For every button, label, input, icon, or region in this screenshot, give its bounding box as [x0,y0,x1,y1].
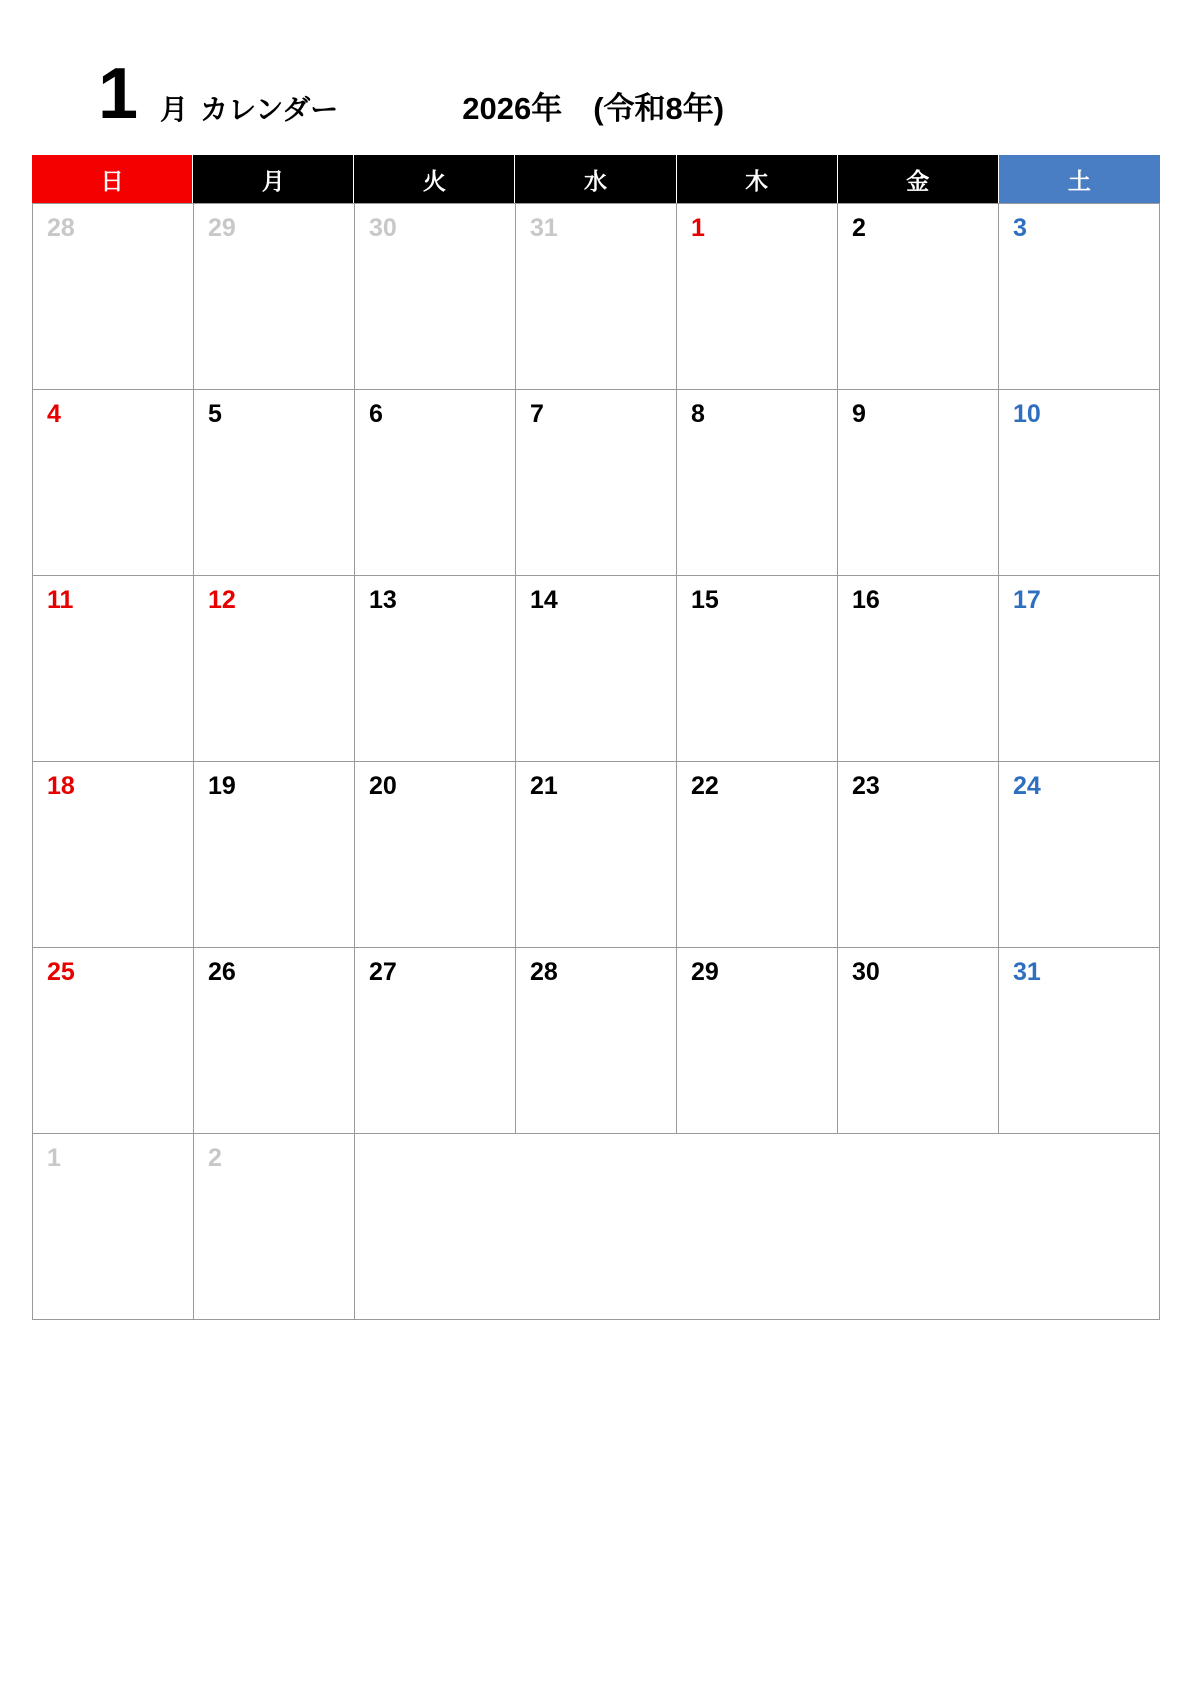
day-number: 7 [530,400,544,428]
day-cell[interactable] [999,390,1160,576]
day-number: 15 [691,586,719,614]
day-number: 12 [208,586,236,614]
day-number: 18 [47,772,75,800]
day-cell[interactable] [838,948,999,1134]
day-number: 27 [369,958,397,986]
weekday-header-0: 日 [32,155,193,203]
weekday-header-1: 月 [193,155,354,203]
day-cell[interactable] [194,390,355,576]
day-cell[interactable] [516,576,677,762]
day-cell[interactable] [355,390,516,576]
day-cell[interactable] [33,948,194,1134]
day-cell[interactable] [999,204,1160,390]
calendar-word-label: カレンダー [200,94,339,125]
day-number: 9 [852,400,866,428]
weekday-header-3: 水 [515,155,676,203]
day-number: 23 [852,772,880,800]
calendar-body [32,203,1160,1320]
day-number: 26 [208,958,236,986]
day-number: 20 [369,772,397,800]
day-number: 4 [47,400,61,428]
year-era-label: 2026年 (令和8年) [462,91,725,126]
day-number: 3 [1013,214,1027,242]
weekday-header-2: 火 [354,155,515,203]
day-cell[interactable] [677,948,838,1134]
day-cell[interactable] [999,948,1160,1134]
day-cell[interactable] [355,204,516,390]
day-number: 8 [691,400,705,428]
month-number: 1 [98,54,137,134]
day-cell[interactable] [194,204,355,390]
day-number: 11 [47,586,74,614]
day-cell[interactable] [33,390,194,576]
day-cell[interactable] [677,390,838,576]
day-number: 5 [208,400,222,428]
day-number: 2 [208,1144,222,1172]
day-cell-blank [355,1134,1160,1320]
month-suffix-label: 月 [160,94,189,125]
day-cell[interactable] [677,576,838,762]
day-number: 31 [530,214,558,242]
weekday-header-4: 木 [677,155,838,203]
day-cell[interactable] [355,576,516,762]
day-cell[interactable] [516,204,677,390]
day-cell[interactable] [516,948,677,1134]
day-number: 17 [1013,586,1041,614]
day-number: 1 [47,1144,61,1172]
day-cell[interactable] [355,762,516,948]
day-cell[interactable] [838,390,999,576]
day-number: 1 [691,214,705,242]
day-cell[interactable] [33,204,194,390]
day-cell[interactable] [355,948,516,1134]
day-cell[interactable] [33,762,194,948]
calendar-table [32,155,1160,1320]
day-number: 19 [208,772,236,800]
day-number: 30 [369,214,397,242]
day-number: 30 [852,958,880,986]
day-cell[interactable] [999,576,1160,762]
day-cell[interactable] [516,390,677,576]
day-cell[interactable] [194,762,355,948]
day-cell[interactable] [677,204,838,390]
day-cell[interactable] [677,762,838,948]
day-number: 29 [691,958,719,986]
calendar-header [0,52,1191,134]
day-number: 10 [1013,400,1041,428]
day-number: 28 [530,958,558,986]
day-cell[interactable] [838,576,999,762]
day-number: 31 [1013,958,1041,986]
day-number: 6 [369,400,383,428]
day-number: 16 [852,586,880,614]
weekday-header-5: 金 [838,155,999,203]
day-number: 24 [1013,772,1041,800]
weekday-header-6: 土 [999,155,1160,203]
day-cell[interactable] [194,1134,355,1320]
day-cell[interactable] [194,576,355,762]
day-number: 14 [530,586,558,614]
day-number: 29 [208,214,236,242]
weekday-header-row [32,155,1160,203]
day-cell[interactable] [838,762,999,948]
day-number: 28 [47,214,75,242]
day-number: 2 [852,214,866,242]
day-cell[interactable] [999,762,1160,948]
day-number: 21 [530,772,558,800]
day-number: 25 [47,958,75,986]
day-cell[interactable] [33,576,194,762]
day-number: 22 [691,772,719,800]
day-cell[interactable] [516,762,677,948]
day-cell[interactable] [33,1134,194,1320]
day-number: 13 [369,586,397,614]
day-cell[interactable] [194,948,355,1134]
day-cell[interactable] [838,204,999,390]
